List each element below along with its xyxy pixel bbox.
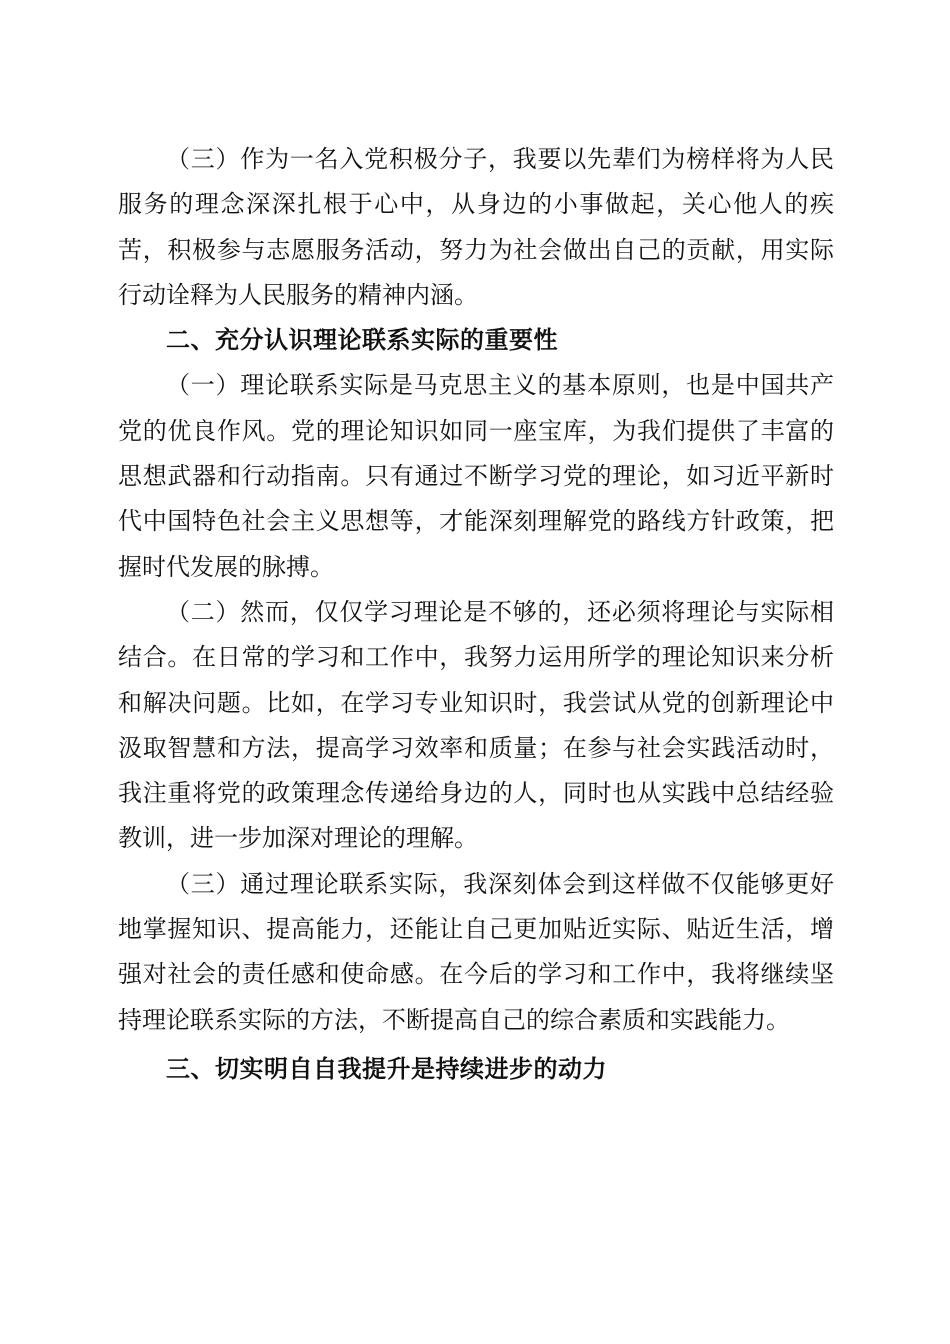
document-body — [118, 137, 834, 1092]
paragraph-service-commitment: （三）作为一名入党积极分子，我要以先辈们为榜样将为人民服务的理念深深扎根于心中，从身边的小事做起，关心他人的疾苦，积极参与志愿服务活动，努力为社会做出自己的贡献，用实际行动诠释为人民服务的精神内涵。 — [118, 145, 834, 309]
paragraph-marxism-principle: （一）理论联系实际是马克思主义的基本原则，也是中国共产党的优良作风。党的理论知识如同一座宝库，为我们提供了丰富的思想武器和行动指南。只有通过不断学习党的理论，如习近平新时代中国特色社会主义思想等，才能深刻理解党的路线方针政策，把握时代发展的脉搏。 — [118, 371, 834, 581]
section-heading-self-improvement: 三、切实明自自我提升是持续进步的动力 — [166, 1054, 607, 1083]
section-heading-theory-practice: 二、充分认识理论联系实际的重要性 — [166, 326, 558, 355]
paragraph-combine-theory-practice: （二）然而，仅仅学习理论是不够的，还必须将理论与实际相结合。在日常的学习和工作中，我努力运用所学的理论知识来分析和解决问题。比如，在学习专业知识时，我尝试从党的创新理论中汲取智慧和方法，提高学习效率和质量；在参与社会实践活动时，我注重将党的政策理念传递给身边的人，同时也从实践中总结经验教训，进一步加深对理论的理解。 — [118, 597, 834, 853]
paragraph-practice-experience: （三）通过理论联系实际，我深刻体会到这样做不仅能够更好地掌握知识、提高能力，还能让自己更加贴近实际、贴近生活，增强对社会的责任感和使命感。在今后的学习和工作中，我将继续坚持理论联系实际的方法，不断提高自己的综合素质和实践能力。 — [118, 869, 834, 1034]
